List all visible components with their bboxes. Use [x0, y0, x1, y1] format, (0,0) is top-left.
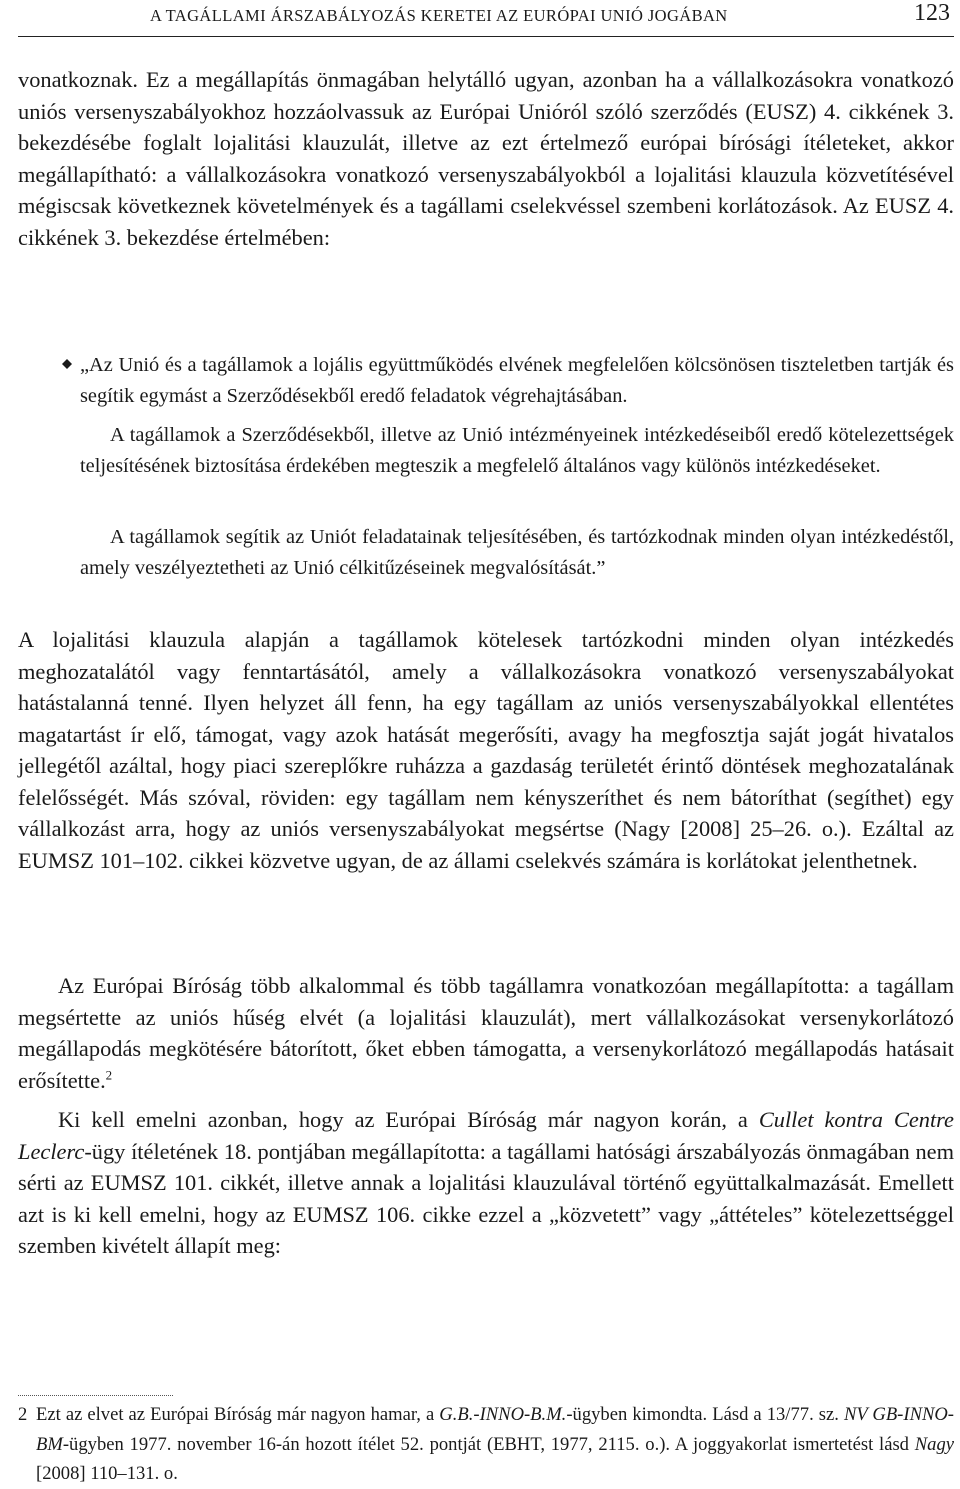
- body-paragraph-2: A lojalitási klauzula alapján a tagállamok kötelesek tartózkodni minden olyan intézkedés meghozatalától vagy fenntartásától, amely a vállalkozásokra vonatkozó versenyszabályokat hatástalanná tenné. Ilyen helyzet áll fenn, ha egy tagállam az uniós versenyszabályokkal ellentétes magatartást ír elő, támogat, vagy azok hatását megerősíti, avagy ha megfosztja saját jogát hivatalos jellegétől azáltal, hogy piaci szereplőkre ruházza a gazdaság területét érintő döntések meghozatalának felelősségét. Más szóval, röviden: egy tagállam nem kényszeríthet és nem bátoríthat (segíthet) egy vállalkozást arra, hogy az uniós versenyszabályokat megsértse (Nagy [2008] 25–26. o.). Ezáltal az EUMSZ 101–102. cikkei közvetve ugyan, de az állami cselekvés számára is korlátokat jelenthetnek.: [18, 627, 954, 873]
- footnote-part2: -ügyben kimondta. Lásd a 13/77. sz.: [566, 1404, 844, 1425]
- header-divider: [18, 36, 954, 37]
- paragraph-4-part2: -ügy ítéletének 18. pontjában megállapította: a tagállami hatósági árszabályozás önmagában nem sérti az EUMSZ 101. cikkét, illetve annak a lojalitási klauzulával történő együttalkalmazását. Emellett azt is ki kell emelni, hogy az EUMSZ 106. cikke ezzel a „közvetett” vagy „áttételes” kötelezettséggel szemben kivételt állapít meg:: [18, 1138, 954, 1258]
- running-header-title: A TAGÁLLAMI ÁRSZABÁLYOZÁS KERETEI AZ EURÓPAI UNIÓ JOGÁBAN: [150, 6, 728, 25]
- paragraph-3-text: Az Európai Bíróság több alkalommal és több tagállamra vonatkozóan megállapította: a tagállam megsértette az uniós hűség elvét (a lojalitási klauzulát), mert vállalkozásokat versenykorlátozó megállapodás megkötésére bátorított, őket ebben támogatta, a versenykorlátozó megállapodás hatásait erősítette.: [18, 973, 954, 1093]
- body-paragraph-1: vonatkoznak. Ez a megállapítás önmagában helytálló ugyan, azonban ha a vállalkozásokra vonatkozó uniós versenyszabályokhoz hozzáolvassuk az Európai Unióról szóló szerződés (EUSZ) 4. cikkének 3. bekezdésébe foglalt lojalitási klauzulát, illetve az ezt értelmező európai bírósági ítéleteket, akkor megállapítható: a vállalkozásokra vonatkozó versenyszabályokból a lojalitási klauzula közvetítésével mégiscsak következnek követelmények és a tagállami cselekvéssel szembeni korlátozások. Az EUSZ 4. cikkének 3. bekezdése értelmében:: [18, 67, 954, 250]
- body-paragraph-4: [18, 1104, 954, 1262]
- footnote-part4: [2008] 110–131. o.: [36, 1463, 178, 1484]
- footnote: [18, 1400, 954, 1489]
- footnote-case-1: G.B.-INNO-B.M.: [439, 1404, 567, 1425]
- footnote-author: Nagy: [914, 1433, 954, 1455]
- footnote-number: 2: [18, 1404, 28, 1425]
- bullet-diamond-icon: [62, 359, 72, 369]
- running-header: [18, 0, 954, 36]
- quote-paragraph-2: A tagállamok a Szerződésekből, illetve az Unió intézményeinek intézkedéseiből eredő kötelezettségek teljesítésének biztosítása érdekében megteszik a megfelelő általános vagy különös intézkedéseket.: [80, 424, 954, 477]
- footnote-reference[interactable]: 2: [105, 1067, 113, 1083]
- quote-paragraph-1: „Az Unió és a tagállamok a lojális együttműködés elvének megfelelően kölcsönösen tiszteletben tartják és segítik egymást a Szerződésekből eredő feladatok végrehajtásában.: [80, 354, 954, 407]
- footnote-divider: [18, 1395, 173, 1396]
- footnote-part1: Ezt az elvet az Európai Bíróság már nagyon hamar, a: [36, 1404, 440, 1425]
- footnote-part3: -ügyben 1977. november 16-án hozott ítélet 52. pontját (EBHT, 1977, 2115. o.). A joggyakorlat ismertetést lásd: [62, 1433, 915, 1455]
- paragraph-4-part1: Ki kell emelni azonban, hogy az Európai Bíróság már nagyon korán, a: [58, 1107, 759, 1132]
- quote-paragraph-3: A tagállamok segítik az Uniót feladatainak teljesítésében, és tartózkodnak minden olyan intézkedéstől, amely veszélyeztetheti az Unió célkitűzéseinek megvalósítását.”: [80, 526, 954, 579]
- page-number: 123: [914, 0, 950, 26]
- footnote-text: [36, 1400, 954, 1489]
- body-paragraph-3: [18, 970, 954, 1096]
- case-name-cullet: Cullet kontra Centre Leclerc: [18, 1107, 954, 1164]
- footnote-case-2: NV GB-INNO-BM: [36, 1404, 954, 1455]
